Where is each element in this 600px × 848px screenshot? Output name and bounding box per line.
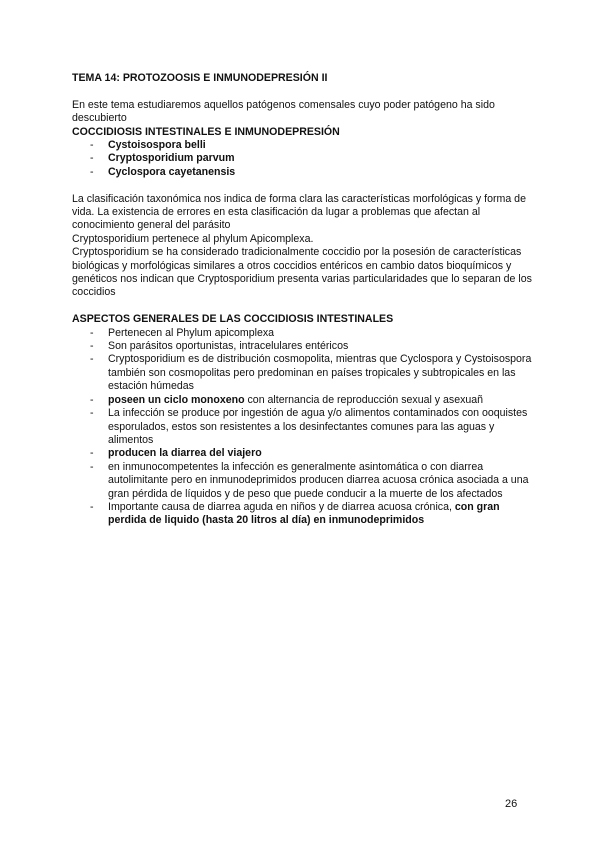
species-name: Cryptosporidium parvum [108,152,235,165]
item-text: Cryptosporidium es de distribución cosmopolita, mientras que Cyclospora y Cystoisospora también son cosmopolitas pero predominan en países tropicales y subtropicales en las estación húmedas [108,353,532,393]
bullet-dash: - [90,165,94,178]
item-text: Pertenecen al Phylum apicomplexa [108,326,275,339]
section2-heading: ASPECTOS GENERALES DE LAS COCCIDIOSIS INTESTINALES [72,313,394,326]
item-text: Son parásitos oportunistas, intracelulares entéricos [108,340,349,353]
bullet-dash: - [90,500,94,513]
list-item [72,461,532,501]
item-text: Importante causa de diarrea aguda en niños y de diarrea acuosa crónica, [108,500,455,513]
page-number: 26 [505,798,518,810]
list-item [72,353,532,393]
spacer [72,179,532,192]
species-name: Cyclospora cayetanensis [108,165,236,178]
section2-list [72,327,532,528]
species-name: Cystoisospora belli [108,139,206,152]
item-text: en inmunocompetentes la infección es generalmente asintomática o con diarrea autolimitante pero en inmunodeprimidos producen diarrea acuosa crónica asociada a una gran pérdida de líquidos y de peso que puede conducir a la muerte de los afectados [108,460,529,500]
bullet-dash: - [90,340,94,353]
list-item [72,447,532,460]
body-paragraph: Cryptosporidium se ha considerado tradicionalmente coccidio por la posesión de características biológicas y morfológicas similares a otros coccidios entéricos en cambio datos bioquímicos y genéticos nos indican que Cryptosporidium presenta varias particularidades que lo separan de los coccidios [72,246,532,299]
body-paragraph: La clasificación taxonómica nos indica de forma clara las características morfológicas y forma de vida. La existencia de errores en esta clasificación da lugar a problemas que afectan al conocimiento general del parásito [72,192,526,232]
list-item [72,327,532,340]
bullet-dash: - [90,460,94,473]
intro-paragraph: En este tema estudiaremos aquellos patógenos comensales cuyo poder patógeno ha sido descubierto [72,98,495,125]
document-page [72,72,532,528]
bullet-dash: - [90,353,94,366]
section1-list [72,139,532,179]
list-item [72,501,532,528]
spacer [72,85,532,98]
item-text: con alternancia de reproducción sexual y asexuañ [244,393,484,406]
list-item [72,407,532,447]
list-item [72,394,532,407]
bullet-dash: - [90,152,94,165]
bullet-dash: - [90,393,94,406]
section1-heading: COCCIDIOSIS INTESTINALES E INMUNODEPRESIÓN [72,125,340,138]
bullet-dash: - [90,139,94,152]
bullet-dash: - [90,326,94,339]
item-text: La infección se produce por ingestión de agua y/o alimentos contaminados con ooquistes esporulados, estos son resistentes a los desinfectantes comunes para las aguas y alimentos [108,407,528,446]
list-item [72,139,532,152]
list-item [72,340,532,353]
list-item [72,152,532,165]
bullet-dash: - [90,447,94,460]
body-paragraph: Cryptosporidium pertenece al phylum Apicomplexa. [72,232,314,245]
document-title: TEMA 14: PROTOZOOSIS E INMUNODEPRESIÓN II [72,72,328,84]
bullet-dash: - [90,407,94,420]
item-bold-text: producen la diarrea del viajero [108,447,262,460]
spacer [72,300,532,313]
item-bold-text: poseen un ciclo monoxeno [108,393,245,406]
item-bold-text: con gran perdida de liquido (hasta 20 litros al día) en inmunodeprimidos [108,500,500,527]
list-item [72,166,532,179]
